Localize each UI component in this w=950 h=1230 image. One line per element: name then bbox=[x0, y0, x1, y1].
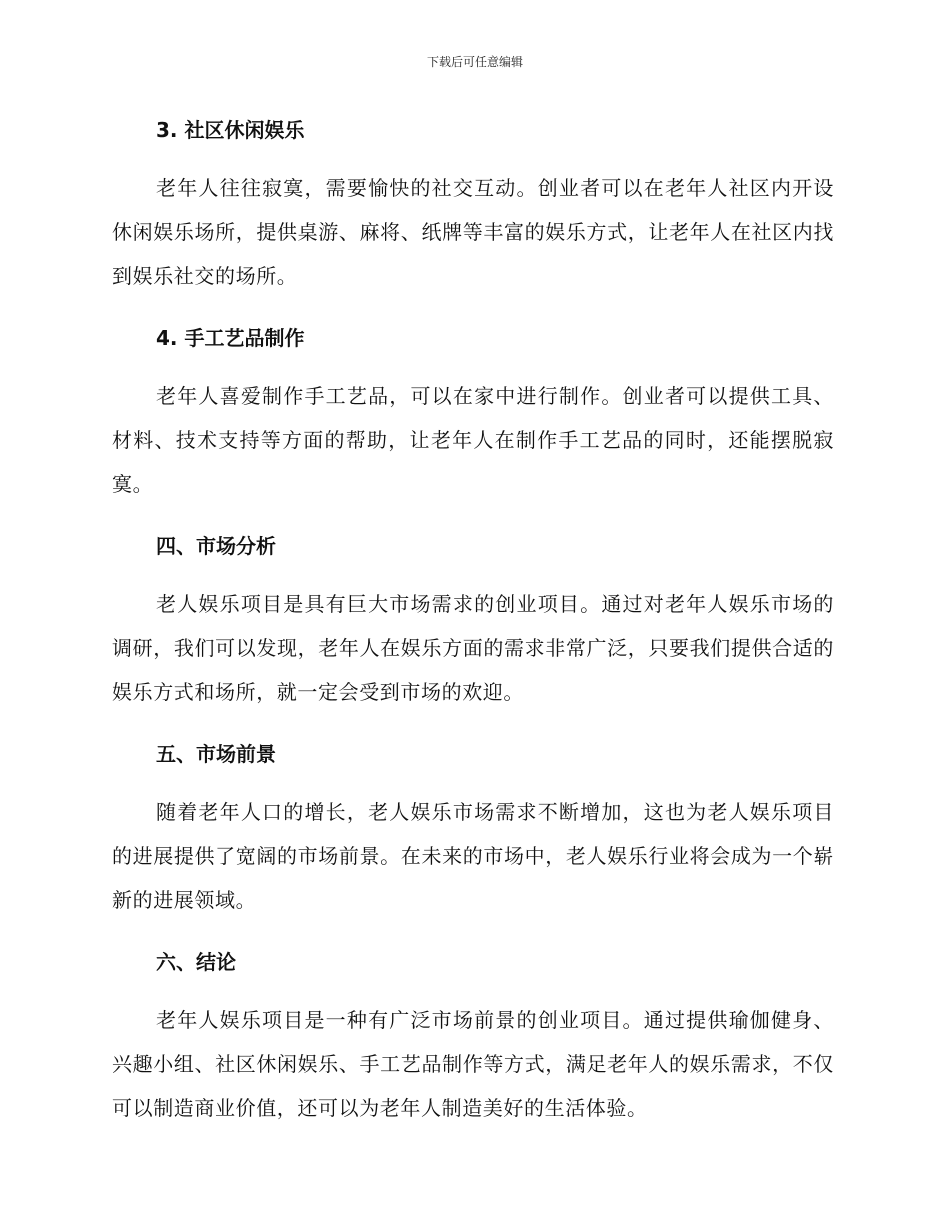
section-heading-market-analysis: 四、市场分析 bbox=[156, 534, 276, 558]
section-heading-community-leisure: 3. 社区休闲娱乐 bbox=[156, 118, 305, 142]
section-heading-conclusion: 六、结论 bbox=[156, 950, 236, 974]
section-paragraph-market-analysis: 老人娱乐项目是具有巨大市场需求的创业项目。通过对老年人娱乐市场的调研，我们可以发现，老年人在娱乐方面的需求非常广泛，只要我们提供合适的娱乐方式和场所，就一定会受到市场的欢迎。 bbox=[112, 592, 834, 704]
page-header-note: 下载后可任意编辑 bbox=[426, 55, 523, 69]
section-paragraph-handicrafts: 老年人喜爱制作手工艺品，可以在家中进行制作。创业者可以提供工具、材料、技术支持等方面的帮助，让老年人在制作手工艺品的同时，还能摆脱寂寞。 bbox=[112, 384, 834, 496]
section-paragraph-conclusion: 老年人娱乐项目是一种有广泛市场前景的创业项目。通过提供瑜伽健身、兴趣小组、社区休闲娱乐、手工艺品制作等方式，满足老年人的娱乐需求，不仅可以制造商业价值，还可以为老年人制造美好的生活体验。 bbox=[112, 1008, 834, 1120]
section-paragraph-community-leisure: 老年人往往寂寞，需要愉快的社交互动。创业者可以在老年人社区内开设休闲娱乐场所，提供桌游、麻将、纸牌等丰富的娱乐方式，让老年人在社区内找到娱乐社交的场所。 bbox=[112, 176, 834, 288]
section-heading-market-outlook: 五、市场前景 bbox=[156, 742, 276, 766]
section-paragraph-market-outlook: 随着老年人口的增长，老人娱乐市场需求不断增加，这也为老人娱乐项目的进展提供了宽阔的市场前景。在未来的市场中，老人娱乐行业将会成为一个崭新的进展领域。 bbox=[112, 800, 834, 912]
document-body bbox=[112, 108, 834, 1148]
section-heading-handicrafts: 4. 手工艺品制作 bbox=[156, 326, 305, 350]
